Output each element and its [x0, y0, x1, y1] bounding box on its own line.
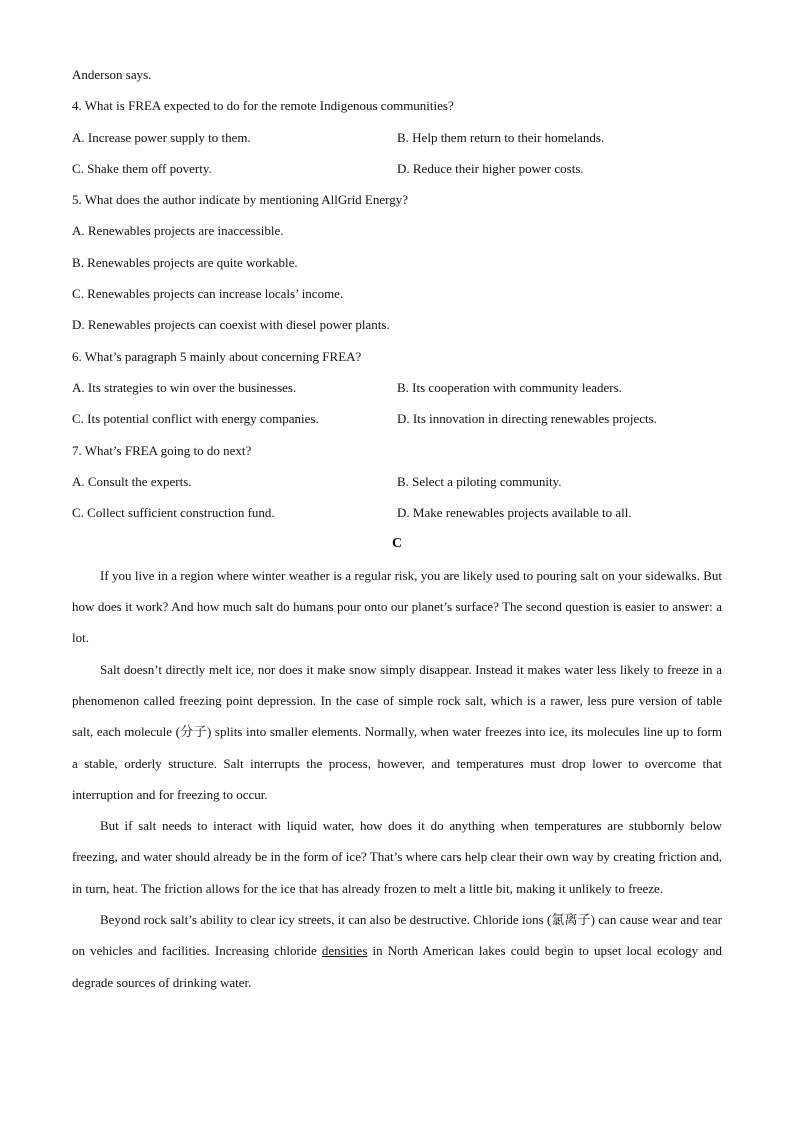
question-5-option-a: A. Renewables projects are inaccessible.	[72, 223, 284, 239]
section-c-title: C	[391, 536, 403, 552]
question-6-option-d: D. Its innovation in directing renewables projects.	[397, 411, 657, 427]
question-6-option-a: A. Its strategies to win over the businesses.	[72, 379, 297, 395]
question-4-option-b: B. Help them return to their homelands.	[397, 129, 605, 145]
section-c-paragraph-1: If you live in a region where winter weather is a regular risk, you are likely used to pouring salt on your sidewalks. But how does it work? And how much salt do humans pour onto our planet’s surface? The second question is easier to answer: a lot.	[72, 567, 722, 646]
question-7-option-d: D. Make renewables projects available to all.	[397, 505, 632, 521]
question-7-options-row-2	[72, 504, 722, 535]
question-7-options-row-1	[72, 473, 722, 504]
question-6-stem: 6. What’s paragraph 5 mainly about concerning FREA?	[72, 348, 362, 364]
question-4-option-d: D. Reduce their higher power costs.	[397, 160, 584, 176]
section-c-paragraph-2: Salt doesn’t directly melt ice, nor does it make snow simply disappear. Instead it makes water less likely to freeze in a phenomenon called freezing point depression. In the case of simple rock salt, which is a rawer, less pure version of table salt, each molecule (分子) splits into smaller elements. Normally, when water freezes into ice, its molecules line up to form a stable, orderly structure. Salt interrupts the process, however, and temperatures must drop lower to overcome that interruption and for freezing to occur.	[72, 661, 722, 802]
question-6-option-b: B. Its cooperation with community leaders.	[397, 379, 622, 395]
intro-line: Anderson says.	[72, 67, 152, 82]
question-6-options-row-2	[72, 410, 722, 441]
question-4-option-c: C. Shake them off poverty.	[72, 160, 212, 176]
question-4-stem: 4. What is FREA expected to do for the remote Indigenous communities?	[72, 98, 454, 114]
question-6-options-row-1	[72, 379, 722, 410]
underlined-word-densities: densities	[321, 943, 368, 959]
section-c-paragraph-4	[72, 904, 722, 998]
question-7-option-a: A. Consult the experts.	[72, 473, 192, 489]
question-4-option-a: A. Increase power supply to them.	[72, 129, 251, 145]
question-5-option-d: D. Renewables projects can coexist with diesel power plants.	[72, 317, 390, 333]
question-7-stem: 7. What’s FREA going to do next?	[72, 442, 252, 458]
question-6-option-c: C. Its potential conflict with energy companies.	[72, 411, 319, 427]
section-c-paragraph-3: But if salt needs to interact with liquid water, how does it do anything when temperatures are stubbornly below freezing, and water should already be in the form of ice? That’s where cars help clear their own way by creating friction and, in turn, heat. The friction allows for the ice that has already frozen to melt a little bit, making it unlikely to freeze.	[72, 818, 722, 896]
question-5-option-c: C. Renewables projects can increase locals’ income.	[72, 286, 344, 302]
question-4-options-row-1	[72, 129, 722, 160]
question-5-stem: 5. What does the author indicate by mentioning AllGrid Energy?	[72, 192, 409, 208]
question-5-option-b: B. Renewables projects are quite workable.	[72, 254, 298, 270]
question-7-option-b: B. Select a piloting community.	[397, 473, 562, 489]
question-4-options-row-2	[72, 160, 722, 191]
paragraph-4-text-before: Beyond rock salt’s ability to clear icy streets, it can also be destructive. Chloride ions (氯离子) can cause wear and tear on vehicles and facilities. Increasing chloride	[72, 912, 722, 959]
document-page	[72, 66, 722, 1005]
paragraph-4-text-after: in North American lakes could begin to upset local ecology and degrade sources of drinking water.	[72, 943, 723, 990]
question-7-option-c: C. Collect sufficient construction fund.	[72, 505, 275, 521]
